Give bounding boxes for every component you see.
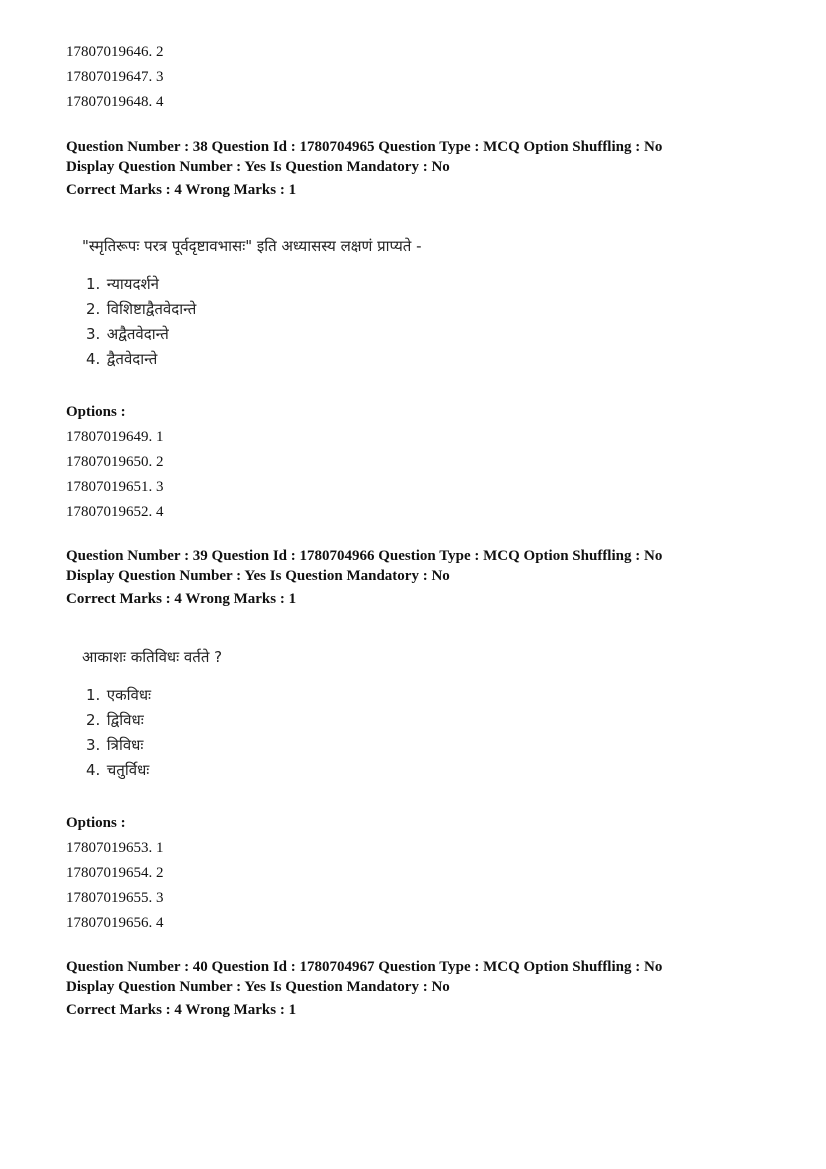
option-line (66, 65, 766, 90)
option-id: 17807019653. (66, 840, 153, 856)
choice-number: 2. (86, 300, 101, 318)
document-page (66, 40, 766, 1020)
option-number: 4 (156, 915, 164, 931)
option-id: 17807019654. (66, 865, 153, 881)
option-line (66, 861, 766, 886)
choice-number: 2. (86, 711, 101, 729)
option-number: 2 (156, 865, 164, 881)
choice-text: द्विविधः (106, 711, 144, 729)
question-meta-line-2: Display Question Number : Yes Is Question Mandatory : No (66, 568, 450, 584)
question-39 (66, 546, 766, 936)
option-number: 4 (156, 504, 164, 520)
choice-item (86, 347, 766, 372)
choice-list (86, 272, 766, 372)
question-meta-line-1: Question Number : 39 Question Id : 1780704966 Question Type : MCQ Option Shuffling : No (66, 548, 663, 564)
question-header (66, 546, 766, 609)
option-number: 1 (156, 840, 164, 856)
choice-item (86, 683, 766, 708)
option-number: 3 (156, 479, 164, 495)
question-body (66, 234, 766, 372)
choice-item (86, 272, 766, 297)
option-line (66, 475, 766, 500)
option-id: 17807019651. (66, 479, 153, 495)
options-list-q37 (66, 40, 766, 115)
option-line (66, 450, 766, 475)
question-header (66, 957, 766, 1020)
option-number: 3 (156, 69, 164, 85)
option-number: 2 (156, 454, 164, 470)
question-40 (66, 957, 766, 1020)
choice-text: चतुर्विधः (106, 761, 150, 779)
option-number: 2 (156, 44, 164, 60)
option-line (66, 911, 766, 936)
choice-item (86, 733, 766, 758)
option-line (66, 500, 766, 525)
option-id: 17807019650. (66, 454, 153, 470)
choice-text: द्वैतवेदान्ते (106, 350, 158, 368)
choice-text: न्यायदर्शने (106, 275, 159, 293)
choice-item (86, 322, 766, 347)
question-marks: Correct Marks : 4 Wrong Marks : 1 (66, 182, 297, 198)
option-line (66, 40, 766, 65)
option-id: 17807019655. (66, 890, 153, 906)
choice-item (86, 758, 766, 783)
question-meta-line-1: Question Number : 40 Question Id : 1780704967 Question Type : MCQ Option Shuffling : No (66, 959, 663, 975)
choice-number: 1. (86, 275, 101, 293)
choice-number: 3. (86, 736, 101, 754)
choice-number: 4. (86, 350, 101, 368)
option-number: 1 (156, 429, 164, 445)
question-body (66, 645, 766, 783)
option-line (66, 90, 766, 115)
option-line (66, 836, 766, 861)
question-marks: Correct Marks : 4 Wrong Marks : 1 (66, 591, 297, 607)
question-stem: आकाशः कतिविधः वर्तते ? (82, 648, 223, 666)
question-38 (66, 137, 766, 525)
choice-text: त्रिविधः (106, 736, 144, 754)
question-marks: Correct Marks : 4 Wrong Marks : 1 (66, 1002, 297, 1018)
option-id: 17807019646. (66, 44, 153, 60)
option-id: 17807019652. (66, 504, 153, 520)
option-number: 3 (156, 890, 164, 906)
choice-item (86, 297, 766, 322)
choice-item (86, 708, 766, 733)
option-number: 4 (156, 94, 164, 110)
options-label: Options : (66, 815, 126, 831)
option-line (66, 425, 766, 450)
option-line (66, 886, 766, 911)
choice-text: अद्वैतवेदान्ते (106, 325, 169, 343)
options-block (66, 400, 766, 525)
choice-list (86, 683, 766, 783)
question-stem: "स्मृतिरूपः परत्र पूर्वदृष्टावभासः" इति अध्यासस्य लक्षणं प्राप्यते - (82, 237, 422, 255)
question-meta-line-2: Display Question Number : Yes Is Question Mandatory : No (66, 159, 450, 175)
question-header (66, 137, 766, 200)
option-id: 17807019656. (66, 915, 153, 931)
choice-number: 1. (86, 686, 101, 704)
options-block (66, 811, 766, 936)
choice-text: एकविधः (106, 686, 152, 704)
choice-number: 4. (86, 761, 101, 779)
option-id: 17807019647. (66, 69, 153, 85)
options-label: Options : (66, 404, 126, 420)
question-meta-line-1: Question Number : 38 Question Id : 1780704965 Question Type : MCQ Option Shuffling : No (66, 139, 663, 155)
option-id: 17807019648. (66, 94, 153, 110)
choice-text: विशिष्टाद्वैतवेदान्ते (106, 300, 197, 318)
question-meta-line-2: Display Question Number : Yes Is Question Mandatory : No (66, 979, 450, 995)
choice-number: 3. (86, 325, 101, 343)
option-id: 17807019649. (66, 429, 153, 445)
